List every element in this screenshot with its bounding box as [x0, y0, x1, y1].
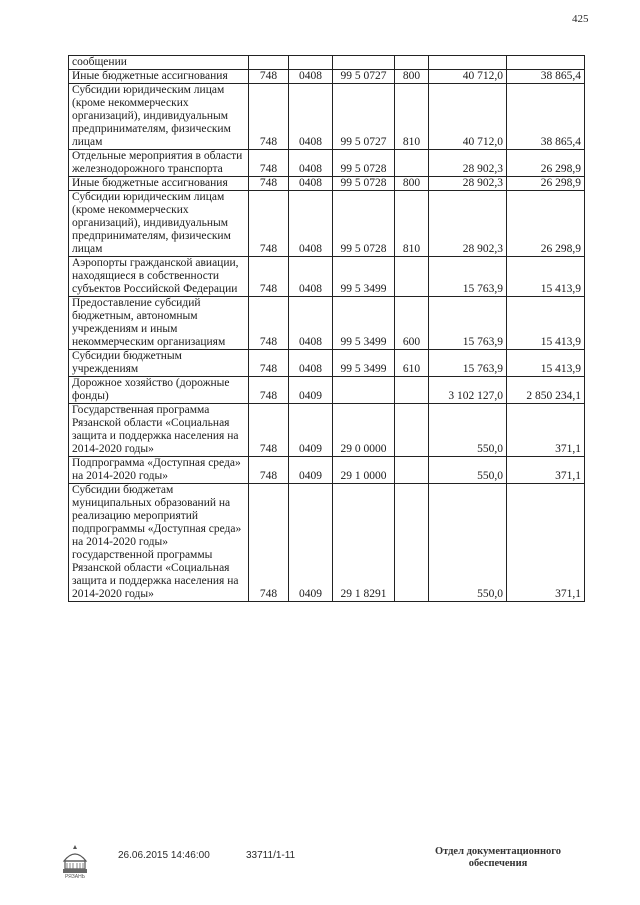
amount-2016: 38 865,4	[507, 84, 585, 150]
table-row	[69, 150, 585, 177]
row-name: Предоставление субсидий бюджетным, автономным учреждениям и иным некоммерческим организациям	[69, 297, 249, 350]
ministry-code: 748	[249, 377, 289, 404]
section-code: 0408	[289, 84, 333, 150]
expense-type: 800	[395, 70, 429, 84]
ministry-code: 748	[249, 191, 289, 257]
amount-2015: 28 902,3	[429, 191, 507, 257]
row-name: Подпрограмма «Доступная среда» на 2014-2020 годы»	[69, 457, 249, 484]
amount-2016: 26 298,9	[507, 191, 585, 257]
row-name: Дорожное хозяйство (дорожные фонды)	[69, 377, 249, 404]
page-number: 425	[572, 13, 589, 25]
amount-2015: 550,0	[429, 484, 507, 602]
ministry-code: 748	[249, 404, 289, 457]
target-article: 99 5 0728	[333, 191, 395, 257]
row-name: Субсидии юридическим лицам (кроме некоммерческих организаций), индивидуальным предпринимателям, физическим лицам	[69, 84, 249, 150]
section-code	[289, 56, 333, 70]
section-code: 0408	[289, 177, 333, 191]
table-row	[69, 70, 585, 84]
section-code: 0408	[289, 191, 333, 257]
footer-doc-id: 33711/1-11	[246, 850, 296, 861]
section-code: 0409	[289, 377, 333, 404]
budget-table	[68, 55, 585, 602]
amount-2016: 26 298,9	[507, 177, 585, 191]
ministry-code: 748	[249, 150, 289, 177]
table-row	[69, 177, 585, 191]
amount-2015: 15 763,9	[429, 297, 507, 350]
row-name: Субсидии бюджетам муниципальных образований на реализацию мероприятий подпрограммы «Доступная среда» на 2014-2020 годы» государственной программы Рязанской области «Социальная защита и поддержка населения на 2014-2020 годы»	[69, 484, 249, 602]
ministry-code: 748	[249, 484, 289, 602]
table-row	[69, 56, 585, 70]
target-article: 99 5 3499	[333, 257, 395, 297]
row-name: Субсидии бюджетным учреждениям	[69, 350, 249, 377]
amount-2016: 2 850 234,1	[507, 377, 585, 404]
target-article: 99 5 3499	[333, 350, 395, 377]
section-code: 0408	[289, 350, 333, 377]
section-code: 0408	[289, 257, 333, 297]
expense-type	[395, 404, 429, 457]
row-name: Государственная программа Рязанской области «Социальная защита и поддержка населения на 2014-2020 годы»	[69, 404, 249, 457]
section-code: 0408	[289, 150, 333, 177]
stamp-line-2: обеспечения	[468, 858, 528, 869]
table-row	[69, 484, 585, 602]
amount-2016: 15 413,9	[507, 350, 585, 377]
amount-2016: 371,1	[507, 457, 585, 484]
amount-2015: 40 712,0	[429, 84, 507, 150]
row-name: Иные бюджетные ассигнования	[69, 70, 249, 84]
expense-type: 610	[395, 350, 429, 377]
ministry-code: 748	[249, 84, 289, 150]
ministry-code: 748	[249, 297, 289, 350]
amount-2015: 550,0	[429, 404, 507, 457]
target-article: 99 5 0727	[333, 70, 395, 84]
footer-timestamp: 26.06.2015 14:46:00	[118, 850, 210, 861]
target-article: 29 0 0000	[333, 404, 395, 457]
amount-2015: 15 763,9	[429, 350, 507, 377]
expense-type: 800	[395, 177, 429, 191]
target-article: 29 1 0000	[333, 457, 395, 484]
logo-text: РЯЗАНЬ	[64, 874, 86, 879]
row-name: Иные бюджетные ассигнования	[69, 177, 249, 191]
row-name: Аэропорты гражданской авиации, находящиеся в собственности субъектов Российской Федерации	[69, 257, 249, 297]
expense-type	[395, 56, 429, 70]
table-row	[69, 404, 585, 457]
target-article: 99 5 0727	[333, 84, 395, 150]
expense-type: 810	[395, 84, 429, 150]
section-code: 0408	[289, 297, 333, 350]
amount-2016: 15 413,9	[507, 297, 585, 350]
table-row	[69, 257, 585, 297]
expense-type: 810	[395, 191, 429, 257]
target-article: 99 5 0728	[333, 150, 395, 177]
table-row	[69, 350, 585, 377]
target-article: 99 5 0728	[333, 177, 395, 191]
ministry-code: 748	[249, 177, 289, 191]
amount-2016: 371,1	[507, 404, 585, 457]
amount-2016: 38 865,4	[507, 70, 585, 84]
ministry-code: 748	[249, 70, 289, 84]
section-code: 0409	[289, 404, 333, 457]
ministry-code: 748	[249, 350, 289, 377]
expense-type: 600	[395, 297, 429, 350]
amount-2015: 28 902,3	[429, 150, 507, 177]
amount-2015: 550,0	[429, 457, 507, 484]
section-code: 0408	[289, 70, 333, 84]
ministry-code: 748	[249, 257, 289, 297]
target-article	[333, 377, 395, 404]
expense-type	[395, 457, 429, 484]
amount-2015	[429, 56, 507, 70]
target-article	[333, 56, 395, 70]
expense-type	[395, 150, 429, 177]
amount-2015: 3 102 127,0	[429, 377, 507, 404]
row-name: Отдельные мероприятия в области железнодорожного транспорта	[69, 150, 249, 177]
amount-2015: 40 712,0	[429, 70, 507, 84]
table-row	[69, 84, 585, 150]
table-row	[69, 457, 585, 484]
expense-type	[395, 377, 429, 404]
row-name: Субсидии юридическим лицам (кроме некоммерческих организаций), индивидуальным предпринимателям, физическим лицам	[69, 191, 249, 257]
department-stamp	[418, 846, 578, 870]
amount-2015: 28 902,3	[429, 177, 507, 191]
row-name: сообщении	[69, 56, 249, 70]
table-row	[69, 377, 585, 404]
amount-2016: 26 298,9	[507, 150, 585, 177]
expense-type	[395, 484, 429, 602]
stamp-line-1: Отдел документационного	[434, 846, 562, 857]
section-code: 0409	[289, 484, 333, 602]
amount-2016	[507, 56, 585, 70]
amount-2016: 15 413,9	[507, 257, 585, 297]
ministry-code	[249, 56, 289, 70]
amount-2016: 371,1	[507, 484, 585, 602]
expense-type	[395, 257, 429, 297]
table-row	[69, 297, 585, 350]
target-article: 29 1 8291	[333, 484, 395, 602]
ministry-code: 748	[249, 457, 289, 484]
emblem-logo	[58, 843, 92, 879]
target-article: 99 5 3499	[333, 297, 395, 350]
section-code: 0409	[289, 457, 333, 484]
table-row	[69, 191, 585, 257]
amount-2015: 15 763,9	[429, 257, 507, 297]
